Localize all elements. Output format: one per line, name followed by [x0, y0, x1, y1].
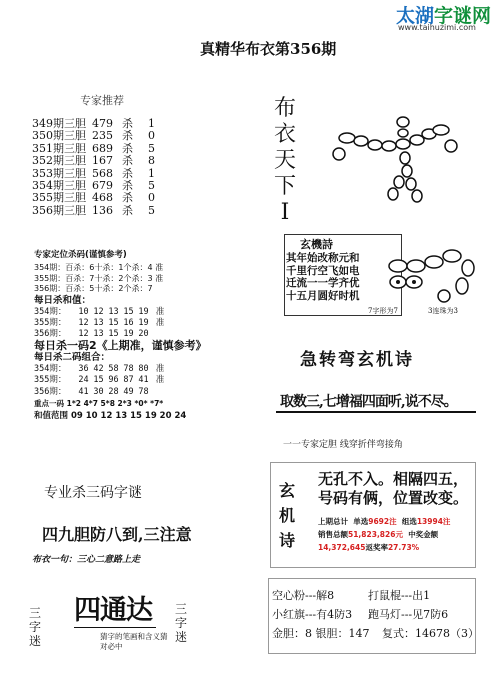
- char: 下: [273, 174, 296, 199]
- stat-row: 14,372,645返奖率27.73%: [318, 543, 420, 552]
- zimi-right-vertical: 三 字 迷: [174, 602, 187, 644]
- site-logo: [388, 0, 496, 34]
- char: 天: [273, 148, 296, 173]
- expert-row: 349期三胆 479 杀 1: [32, 117, 155, 130]
- two-kill-heading: 每日杀二码组合：: [34, 352, 111, 364]
- sitongda-riddle: 四通达: [74, 595, 152, 626]
- one-kill-heading: 每日杀一码2《上期准，谨慎参考》: [34, 339, 207, 353]
- expert-row: 353期三胆 568 杀 1: [32, 166, 155, 180]
- position-kill-section: [34, 248, 234, 422]
- daily-sum-rows: [34, 307, 234, 341]
- position-line: 356期：百杀：5十杀：2个杀：7: [34, 284, 153, 293]
- char: 衣: [273, 122, 296, 147]
- brain-teaser-title: 急转弯玄机诗: [300, 350, 414, 370]
- expert-row: 355期三胆 468 杀 0: [32, 191, 155, 205]
- caption-seven: 7字形为7: [368, 307, 398, 315]
- xuanji-shi-vertical: [276, 478, 298, 553]
- riddle-hint: 猜字的笔画和含义猜对必中: [100, 632, 168, 651]
- focus-line: 重点一码 1*2 4*7 5*8 2*3 *0* *7*: [34, 398, 164, 408]
- zimi-left-vertical: 三 字 迷: [28, 606, 41, 648]
- number-row: 355期： 24 15 96 87 41 准: [34, 375, 165, 386]
- poem-line: 其年始改称元和: [286, 252, 360, 264]
- sijiu-line: 四九胆防八到,三注意: [42, 525, 192, 544]
- divider: [276, 411, 476, 413]
- stat-row: 上期总计 单选9692注 组选13994注: [318, 517, 451, 526]
- clue-cards: [272, 586, 479, 643]
- divider: [74, 627, 156, 628]
- sales-stats: [318, 515, 450, 554]
- poem-line: 迁流一一学齐优: [286, 277, 360, 289]
- xuanji-lines: [286, 252, 360, 302]
- xuanji-shi-text: [318, 470, 468, 508]
- card-row: 小红旗---有4防3 跑马灯---见7防6: [272, 608, 449, 621]
- number-row: 356期： 12 13 15 19 20: [34, 328, 149, 339]
- char: 布: [273, 96, 296, 121]
- expert-row: 351期三胆 689 杀 5: [32, 141, 155, 155]
- card-row: 空心粉---解8 打鼠棍---出1: [272, 589, 431, 602]
- bead-chain-icon: [378, 238, 488, 308]
- riddle-line: 号码有俩，位置改变。: [318, 489, 469, 507]
- number-row: 356期： 41 30 28 49 78: [34, 386, 149, 397]
- poem-line: 十五月圆好时机: [286, 289, 360, 302]
- two-kill-rows: [34, 364, 234, 398]
- char: 诗: [278, 531, 295, 550]
- expert-row: 352期三胆 167 杀 8: [32, 154, 155, 168]
- xuanji-title: 玄機詩: [300, 238, 333, 251]
- expert-heading: 专家推荐: [80, 94, 124, 107]
- caption-three: 3连珠为3: [428, 307, 458, 315]
- poem-line: 千里行空飞如电: [286, 264, 360, 277]
- brain-teaser-line: 取数三,七增福四面听,说不尽。: [280, 394, 457, 410]
- number-row: 355期： 12 13 15 16 19 准: [34, 317, 165, 328]
- char: 玄: [278, 481, 295, 500]
- expert-row: 350期三胆 235 杀 0: [32, 129, 155, 143]
- char: I: [280, 200, 290, 225]
- daily-sum-heading: 每日杀和值：: [34, 294, 92, 306]
- expert-row: 354期三胆 679 杀 5: [32, 178, 155, 192]
- position-line: 354期：百杀：6十杀：1个杀：4 准: [34, 263, 164, 272]
- number-row: 354期： 10 12 13 15 19 准: [34, 306, 165, 317]
- buyi-sentence: 布衣一句：三心二意路上走: [32, 555, 141, 565]
- number-row: 354期： 36 42 58 78 80 准: [34, 364, 165, 375]
- expert-list: [32, 118, 155, 217]
- riddle-line: 无孔不入。相隔四五，: [318, 470, 469, 488]
- char: 机: [278, 506, 295, 525]
- pro-kill-title: 专业杀三码字谜: [44, 485, 142, 501]
- stat-row: 销售总额51,823,826元 中奖金额: [318, 530, 439, 539]
- sum-range-line: 和值范围 09 10 12 13 15 19 20 24: [34, 410, 187, 421]
- position-line: 355期：百杀：7十杀：2个杀：3 准: [34, 273, 164, 283]
- logo-url: www.taihuzimi.com: [398, 23, 476, 32]
- logo-brand: 太湖字谜网: [396, 5, 492, 27]
- page-title: 真精华布衣第356期: [200, 40, 337, 58]
- bead-figure-icon: [325, 108, 465, 218]
- expert-row: 356期三胆 136 杀 5: [32, 203, 155, 217]
- position-heading: 专家定位杀码(谨慎参考): [34, 250, 127, 260]
- card-row: 金胆：8 银胆：147 复式：14678（3）: [272, 627, 479, 640]
- expert-dan-title: 一一专家定胆 线穿折伴弯接角: [283, 440, 403, 450]
- buyi-tianxia-vertical: [270, 96, 300, 226]
